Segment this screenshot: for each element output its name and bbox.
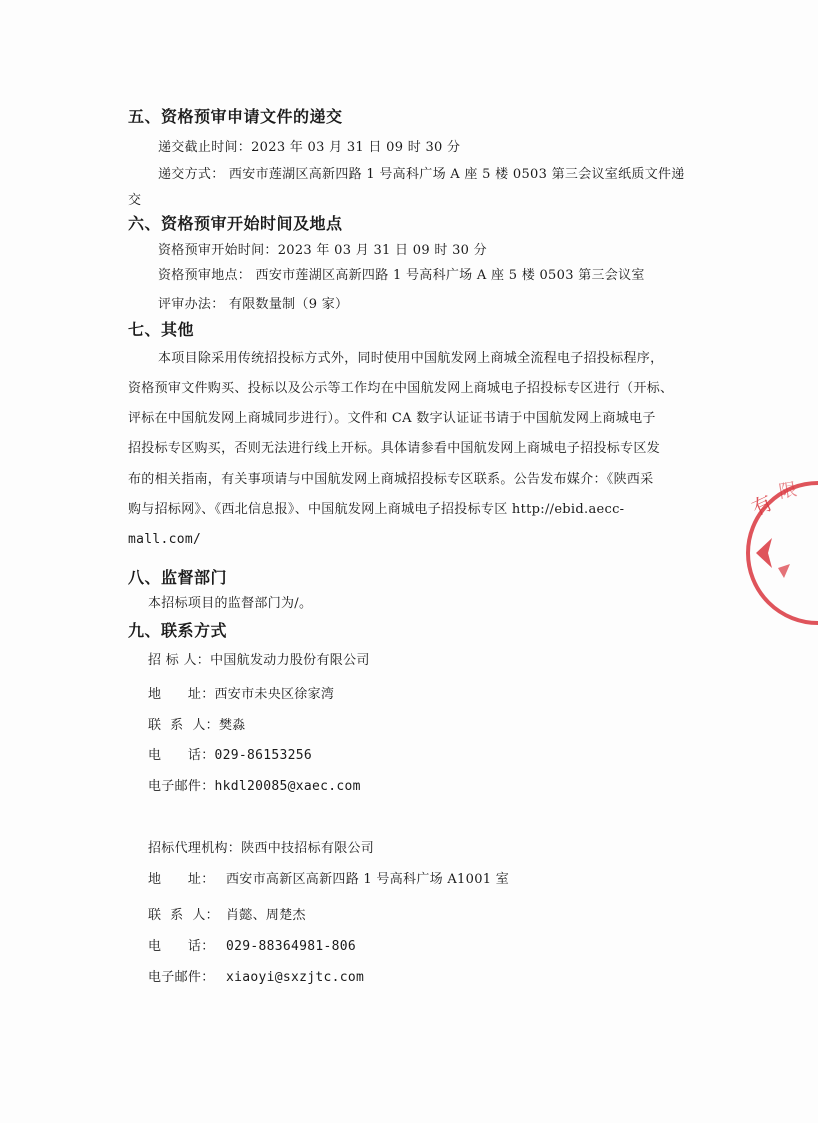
agency-name-label: 招标代理机构：	[148, 841, 242, 856]
tenderer-contact-label: 联 系 人：	[148, 718, 219, 733]
agency-phone-row	[148, 935, 356, 954]
section-8-heading: 八、监督部门	[128, 568, 228, 587]
agency-address: 西安市高新区高新四路 1 号高科广场 A1001 室	[226, 872, 510, 887]
tenderer-phone-row	[148, 744, 312, 763]
agency-contact: 肖懿、周楚杰	[226, 908, 306, 923]
submission-method-cont: 交	[128, 193, 142, 208]
submission-method: 递交方式： 西安市莲湖区高新四路 1 号高科广场 A 座 5 楼 0503 第三会议室纸质文件递	[158, 167, 685, 182]
supervision-text: 本招标项目的监督部门为/。	[148, 596, 313, 611]
section-5-heading: 五、资格预审申请文件的递交	[128, 107, 343, 126]
other-line-7: mall.com/	[128, 532, 202, 547]
agency-contact-row	[148, 904, 306, 923]
tenderer-address-label: 地 址：	[148, 687, 215, 702]
other-line-4: 招投标专区购买，否则无法进行线上开标。具体请参看中国航发网上商城电子招投标专区发	[128, 441, 661, 456]
agency-phone: 029-88364981-806	[226, 939, 357, 954]
other-line-5: 布的相关指南，有关事项请与中国航发网上商城招投标专区联系。公告发布媒介：《陕西采	[128, 472, 654, 487]
company-seal	[738, 468, 818, 638]
agency-name: 陕西中技招标有限公司	[241, 841, 375, 856]
tenderer-address-row	[148, 683, 334, 702]
other-line-6: 购与招标网》、《西北信息报》、中国航发网上商城电子招投标专区 http://ebid.aecc-	[128, 502, 625, 517]
review-location: 资格预审地点： 西安市莲湖区高新四路 1 号高科广场 A 座 5 楼 0503 第三会议室	[158, 268, 645, 283]
svg-text:有: 有	[747, 490, 777, 521]
tenderer-phone: 029-86153256	[214, 748, 313, 763]
tenderer-contact: 樊淼	[218, 718, 246, 733]
other-line-2: 资格预审文件购买、投标以及公示等工作均在中国航发网上商城电子招投标专区进行（开标、	[128, 381, 674, 396]
section-6-heading: 六、资格预审开始时间及地点	[128, 214, 343, 233]
section-9-heading: 九、联系方式	[128, 621, 228, 640]
other-line-3: 评标在中国航发网上商城同步进行）。文件和 CA 数字认证证书请于中国航发网上商城电子	[128, 411, 656, 426]
tenderer-phone-label: 电 话：	[148, 748, 215, 763]
agency-address-row	[148, 868, 509, 887]
svg-text:限: 限	[777, 479, 799, 503]
agency-phone-label: 电 话：	[148, 939, 215, 954]
agency-address-label: 地 址：	[148, 872, 215, 887]
tenderer-email-label: 电子邮件：	[148, 779, 215, 794]
submission-deadline: 递交截止时间：2023 年 03 月 31 日 09 时 30 分	[158, 140, 461, 155]
agency-email: xiaoyi@sxzjtc.com	[226, 970, 365, 985]
other-line-1: 本项目除采用传统招投标方式外，同时使用中国航发网上商城全流程电子招投标程序，	[158, 351, 664, 366]
agency-email-row	[148, 966, 364, 985]
tenderer-email-row	[148, 775, 361, 794]
review-method: 评审办法： 有限数量制（9 家）	[158, 297, 349, 312]
agency-contact-label: 联 系 人：	[148, 908, 219, 923]
tenderer-email: hkdl20085@xaec.com	[214, 779, 361, 794]
tenderer-name: 中国航发动力股份有限公司	[210, 653, 370, 668]
tenderer-contact-row	[148, 714, 246, 733]
tenderer-name-row	[148, 649, 370, 668]
review-start-time: 资格预审开始时间：2023 年 03 月 31 日 09 时 30 分	[158, 243, 487, 258]
agency-email-label: 电子邮件：	[148, 970, 215, 985]
tenderer-address: 西安市未央区徐家湾	[214, 687, 335, 702]
tenderer-name-label: 招 标 人：	[148, 653, 211, 668]
agency-name-row	[148, 837, 374, 856]
section-7-heading: 七、其他	[128, 320, 195, 339]
